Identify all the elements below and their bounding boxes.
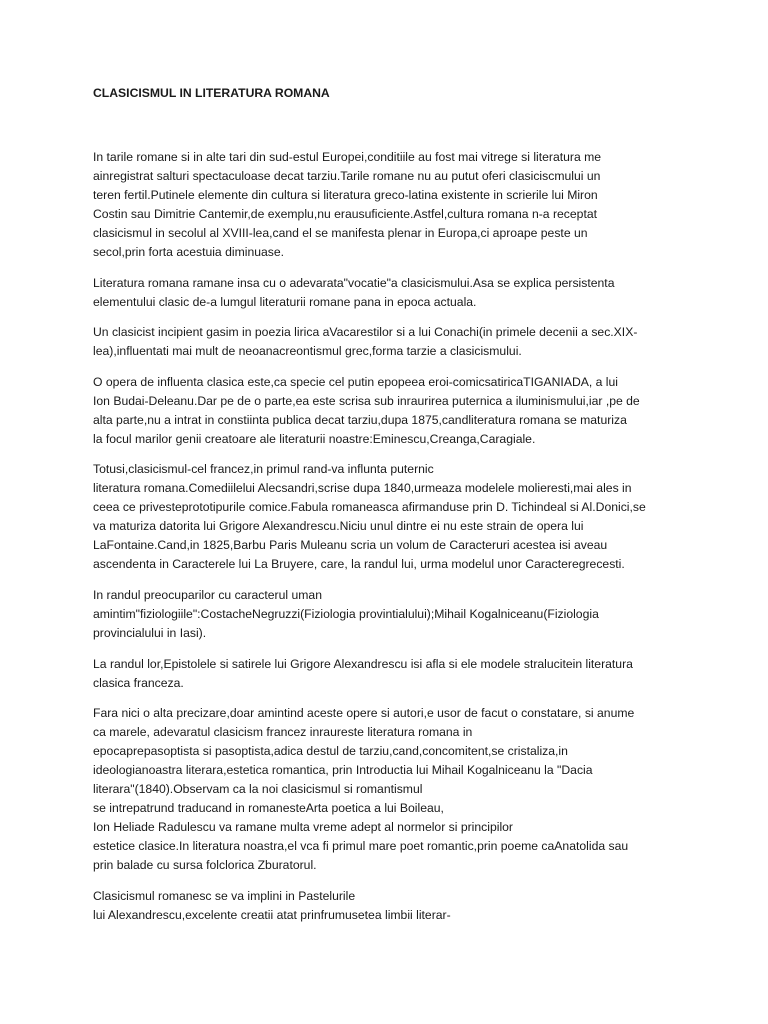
- text-line: prin balade cu sursa folclorica Zburatorul.: [93, 858, 317, 873]
- text-line: Literatura romana ramane insa cu o adevarata"vocatie"a clasicismului.Asa se explica persistenta: [93, 275, 615, 290]
- text-line: La randul lor,Epistolele si satirele lui Grigore Alexandrescu isi afla si ele modele stralucitein literatura: [93, 656, 633, 671]
- paragraph: [93, 148, 693, 262]
- paragraph: [93, 373, 693, 449]
- text-line: va maturiza datorita lui Grigore Alexandrescu.Niciu unul dintre ei nu este strain de opera lui: [93, 519, 584, 534]
- paragraph: [93, 274, 693, 312]
- paragraph: [93, 586, 693, 643]
- text-line: Costin sau Dimitrie Cantemir,de exemplu,nu erausuficiente.Astfel,cultura romana n-a receptat: [93, 207, 597, 221]
- text-line: alta parte,nu a intrat in constiinta publica decat tarziu,dupa 1875,candliteratura romana se maturiza: [93, 412, 627, 427]
- text-line: teren fertil.Putinele elemente din cultura si literatura greco-latina existente in scrierile lui Miron: [93, 188, 598, 202]
- text-line: Ion Heliade Radulescu va ramane multa vreme adept al normelor si principilor: [93, 820, 513, 835]
- text-line: lui Alexandrescu,excelente creatii atat prinfrumusetea limbii literar-: [93, 907, 451, 922]
- text-line: literara"(1840).Observam ca la noi clasicismul si romantismul: [93, 782, 423, 797]
- paragraph: [93, 655, 693, 693]
- paragraph: [93, 460, 693, 574]
- text-line: clasicismul in secolul al XVIII-lea,cand el se manifesta plenar in Europa,ci aproape peste un: [93, 226, 588, 240]
- text-line: O opera de influenta clasica este,ca specie cel putin epopeea eroi-comicsatiricaTIGANIADA, a lui: [93, 374, 619, 389]
- text-line: clasica franceza.: [93, 675, 184, 690]
- text-line: amintim"fiziologiile":CostacheNegruzzi(Fiziologia provintialului);Mihail Kogalniceanu(Fiziologia: [93, 606, 599, 621]
- text-line: ca marele, adevaratul clasicism francez inraureste literatura romana in: [93, 725, 473, 740]
- text-line: ceea ce privesteprototipurile comice.Fabula romaneasca afirmanduse prin D. Tichindeal si Al.Donici,se: [93, 500, 646, 515]
- document-title: CLASICISMUL IN LITERATURA ROMANA: [93, 86, 330, 100]
- text-line: Totusi,clasicismul-cel francez,in primul rand-va influnta puternic: [93, 462, 434, 477]
- text-line: ideologianoastra literara,estetica romantica, prin Introductia lui Mihail Kogalniceanu la "Dacia: [93, 763, 593, 778]
- text-line: Un clasicist incipient gasim in poezia lirica aVacarestilor si a lui Conachi(in primele decenii a sec.XIX-: [93, 325, 638, 340]
- text-line: ainregistrat salturi spectaculoase decat tarziu.Tarile romane nu au putut oferi clasiciscmului un: [93, 169, 601, 183]
- text-line: Ion Budai-Deleanu.Dar pe de o parte,ea este scrisa sub inraurirea puternica a iluminismului,iar ,pe de: [93, 393, 640, 408]
- text-line: se intrepatrund traducand in romanesteArta poetica a lui Boileau,: [93, 801, 444, 816]
- text-line: la focul marilor genii creatoare ale literaturii noastre:Eminescu,Creanga,Caragiale.: [93, 431, 536, 446]
- text-line: elementului clasic de-a lumgul literaturii romane pana in epoca actuala.: [93, 294, 477, 309]
- text-line: LaFontaine.Cand,in 1825,Barbu Paris Muleanu scria un volum de Caracteruri acestea isi aveau: [93, 538, 608, 553]
- paragraph: [93, 323, 693, 361]
- paragraph: [93, 704, 693, 875]
- text-line: epocaprepasoptista si pasoptista,adica destul de tarziu,cand,concomitent,se cristaliza,in: [93, 744, 568, 759]
- text-line: provincialului in Iasi).: [93, 625, 207, 640]
- text-line: secol,prin forta acestuia diminuase.: [93, 245, 285, 259]
- text-line: In randul preocuparilor cu caracterul uman: [93, 587, 322, 602]
- text-line: lea),influentati mai mult de neoanacreontismul grec,forma tarzie a clasicismului.: [93, 344, 522, 359]
- text-line: Clasicismul romanesc se va implini in Pastelurile: [93, 888, 356, 903]
- text-line: ascendenta in Caracterele lui La Bruyere, care, la randul lui, urma modelul unor Caracteregrecesti.: [93, 557, 625, 572]
- document-body: [93, 148, 693, 936]
- paragraph: [93, 887, 693, 925]
- text-line: literatura romana.Comediilelui Alecsandri,scrise dupa 1840,urmeaza modelele molieresti,mai ales in: [93, 481, 632, 496]
- text-line: Fara nici o alta precizare,doar amintind aceste opere si autori,e usor de facut o constatare, si anume: [93, 706, 635, 721]
- text-line: In tarile romane si in alte tari din sud-estul Europei,conditiile au fost mai vitrege si literatura me: [93, 150, 602, 164]
- text-line: estetice clasice.In literatura noastra,el vca fi primul mare poet romantic,prin poeme caAnatolida sau: [93, 839, 629, 854]
